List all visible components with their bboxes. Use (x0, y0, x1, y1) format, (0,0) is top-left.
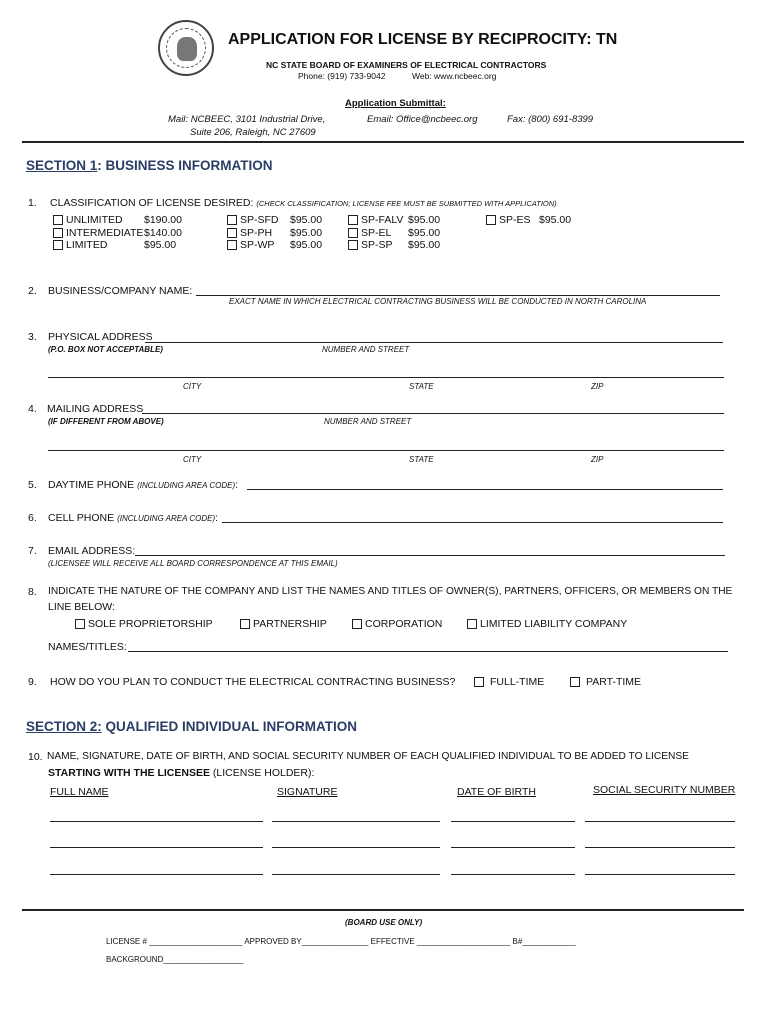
row3-signature-field[interactable] (272, 874, 440, 875)
option-llc[interactable]: LIMITED LIABILITY COMPANY (467, 618, 627, 630)
q4-label: MAILING ADDRESS (47, 403, 144, 415)
q1-col2 (227, 214, 322, 252)
option-intermediate[interactable]: INTERMEDIATE$140.00 (53, 227, 182, 240)
board-use-heading: (BOARD USE ONLY) (345, 918, 423, 927)
org-phone: Phone: (919) 733-9042 (298, 71, 386, 81)
row1-ssn-field[interactable] (585, 821, 735, 822)
checkbox-icon[interactable] (227, 215, 237, 225)
q2-number: 2. (28, 285, 37, 297)
q7-number: 7. (28, 545, 37, 557)
submittal-fax: Fax: (800) 691-8399 (507, 114, 594, 125)
physical-city-state-zip-field[interactable] (48, 377, 724, 378)
board-divider (22, 909, 744, 911)
cell-phone-field[interactable] (222, 522, 723, 523)
option-sole-proprietorship[interactable]: SOLE PROPRIETORSHIP (75, 618, 213, 630)
row2-full-name-field[interactable] (50, 847, 263, 848)
q4-street-caption: NUMBER AND STREET (324, 417, 412, 426)
q6-colon: : (215, 512, 219, 524)
q8-label-line2: LINE BELOW: (48, 601, 115, 613)
option-full-time[interactable]: FULL-TIME (474, 676, 544, 688)
checkbox-icon[interactable] (348, 215, 358, 225)
q6-number: 6. (28, 512, 37, 524)
q1-number: 1. (28, 197, 37, 209)
q1-label (50, 197, 557, 209)
checkbox-icon[interactable] (348, 228, 358, 238)
checkbox-icon[interactable] (75, 619, 85, 629)
option-unlimited[interactable]: UNLIMITED $190.00 (53, 214, 182, 227)
q9-number: 9. (28, 676, 37, 688)
q7-note: (LICENSEE WILL RECEIVE ALL BOARD CORRESPONDENCE AT THIS EMAIL) (48, 559, 338, 568)
q3-zip-caption: ZIP (591, 382, 604, 391)
checkbox-icon[interactable] (348, 240, 358, 250)
section1-title: : BUSINESS INFORMATION (97, 158, 273, 173)
q4-note: (IF DIFFERENT FROM ABOVE) (48, 417, 164, 426)
checkbox-icon[interactable] (352, 619, 362, 629)
option-sp-sfd[interactable]: SP-SFD $95.00 (227, 214, 322, 227)
header-divider (22, 141, 744, 143)
q5-colon: : (235, 479, 239, 491)
q4-state-caption: STATE (409, 455, 434, 464)
mail-address-line1: Mail: NCBEEC, 3101 Industrial Drive, (168, 114, 326, 125)
q10-label-line2 (48, 767, 314, 779)
row2-signature-field[interactable] (272, 847, 440, 848)
option-partnership[interactable]: PARTNERSHIP (240, 618, 327, 630)
col-ssn: SOCIAL SECURITY NUMBER (593, 784, 736, 796)
row1-dob-field[interactable] (451, 821, 575, 822)
checkbox-icon[interactable] (474, 677, 484, 687)
row2-dob-field[interactable] (451, 847, 575, 848)
names-titles-field[interactable] (128, 651, 728, 652)
state-seal-icon (158, 20, 214, 76)
q2-note: EXACT NAME IN WHICH ELECTRICAL CONTRACTING BUSINESS WILL BE CONDUCTED IN NORTH CAROLINA (229, 297, 647, 306)
mailing-city-state-zip-field[interactable] (48, 450, 724, 451)
submittal-email: Email: Office@ncbeec.org (367, 114, 478, 125)
checkbox-icon[interactable] (467, 619, 477, 629)
physical-street-field[interactable] (145, 342, 723, 343)
q3-city-caption: CITY (183, 382, 202, 391)
q5-label-text: DAYTIME PHONE (48, 479, 135, 491)
q1-label-text: CLASSIFICATION OF LICENSE DESIRED: (50, 197, 254, 209)
q3-street-caption: NUMBER AND STREET (322, 345, 410, 354)
q1-col3 (348, 214, 440, 252)
col-signature: SIGNATURE (277, 786, 338, 798)
option-sp-falv[interactable]: SP-FALV $95.00 (348, 214, 440, 227)
checkbox-icon[interactable] (240, 619, 250, 629)
q4-number: 4. (28, 403, 37, 415)
checkbox-icon[interactable] (53, 215, 63, 225)
option-sp-wp[interactable]: SP-WP $95.00 (227, 239, 322, 252)
q5-note: (INCLUDING AREA CODE) (137, 481, 236, 490)
q5-number: 5. (28, 479, 37, 491)
email-address-field[interactable] (135, 555, 725, 556)
q10-label-bold: STARTING WITH THE LICENSEE (48, 767, 210, 779)
q5-label (48, 479, 238, 491)
section2-heading (26, 719, 357, 734)
q9-label: HOW DO YOU PLAN TO CONDUCT THE ELECTRICAL CONTRACTING BUSINESS? (50, 676, 456, 688)
checkbox-icon[interactable] (53, 240, 63, 250)
mail-address-line2: Suite 206, Raleigh, NC 27609 (190, 127, 316, 138)
q2-label: BUSINESS/COMPANY NAME: (48, 285, 193, 297)
option-corporation[interactable]: CORPORATION (352, 618, 442, 630)
business-name-field[interactable] (196, 295, 720, 296)
q8-number: 8. (28, 586, 37, 598)
q3-note: (P.O. BOX NOT ACCEPTABLE) (48, 345, 163, 354)
org-web: Web: www.ncbeec.org (412, 71, 497, 81)
option-part-time[interactable]: PART-TIME (570, 676, 641, 688)
q3-label: PHYSICAL ADDRESS (48, 331, 153, 343)
q6-note: (INCLUDING AREA CODE) (117, 514, 216, 523)
option-sp-sp[interactable]: SP-SP $95.00 (348, 239, 440, 252)
checkbox-icon[interactable] (486, 215, 496, 225)
board-line1: LICENSE # _____________________ APPROVED BY_______________ EFFECTIVE _____________________ B#____________ (106, 937, 576, 946)
checkbox-icon[interactable] (53, 228, 63, 238)
option-sp-es[interactable]: SP-ES $95.00 (486, 214, 571, 227)
mailing-street-field[interactable] (142, 413, 724, 414)
row3-ssn-field[interactable] (585, 874, 735, 875)
q4-city-caption: CITY (183, 455, 202, 464)
q1-col4 (486, 214, 571, 227)
row2-ssn-field[interactable] (585, 847, 735, 848)
page-title: APPLICATION FOR LICENSE BY RECIPROCITY: TN (228, 31, 618, 48)
checkbox-icon[interactable] (227, 228, 237, 238)
section1-number: SECTION 1 (26, 158, 98, 173)
q6-label (48, 512, 218, 524)
q7-label: EMAIL ADDRESS: (48, 545, 136, 557)
q3-state-caption: STATE (409, 382, 434, 391)
option-sp-el[interactable]: SP-EL $95.00 (348, 227, 440, 240)
q10-label-rest: (LICENSE HOLDER): (209, 767, 315, 779)
section1-heading (26, 158, 273, 173)
row1-full-name-field[interactable] (50, 821, 263, 822)
section2-title: QUALIFIED INDIVIDUAL INFORMATION (101, 719, 358, 734)
submittal-heading: Application Submittal: (345, 98, 446, 109)
q10-label-line1: NAME, SIGNATURE, DATE OF BIRTH, AND SOCIAL SECURITY NUMBER OF EACH QUALIFIED INDIVIDUAL TO BE ADDED TO LICENSE (47, 751, 689, 762)
q10-number: 10. (28, 751, 43, 763)
col-full-name: FULL NAME (50, 786, 109, 798)
row3-dob-field[interactable] (451, 874, 575, 875)
checkbox-icon[interactable] (570, 677, 580, 687)
col-date-of-birth: DATE OF BIRTH (457, 786, 536, 798)
checkbox-icon[interactable] (227, 240, 237, 250)
row3-full-name-field[interactable] (50, 874, 263, 875)
option-sp-ph[interactable]: SP-PH $95.00 (227, 227, 322, 240)
option-limited[interactable]: LIMITED $95.00 (53, 239, 182, 252)
q1-col1 (53, 214, 182, 252)
org-name: NC STATE BOARD OF EXAMINERS OF ELECTRICAL CONTRACTORS (266, 60, 547, 70)
board-line2: BACKGROUND__________________ (106, 955, 244, 964)
q1-note: (CHECK CLASSIFICATION; LICENSE FEE MUST BE SUBMITTED WITH APPLICATION) (256, 199, 557, 208)
q8-label-line1: INDICATE THE NATURE OF THE COMPANY AND LIST THE NAMES AND TITLES OF OWNER(S), PARTNERS, OFFICERS, OR MEMBERS ON THE (48, 586, 733, 597)
daytime-phone-field[interactable] (247, 489, 723, 490)
q6-label-text: CELL PHONE (48, 512, 115, 524)
names-titles-label: NAMES/TITLES: (48, 641, 127, 653)
row1-signature-field[interactable] (272, 821, 440, 822)
q3-number: 3. (28, 331, 37, 343)
q4-zip-caption: ZIP (591, 455, 604, 464)
section2-number: SECTION 2: (26, 719, 102, 734)
